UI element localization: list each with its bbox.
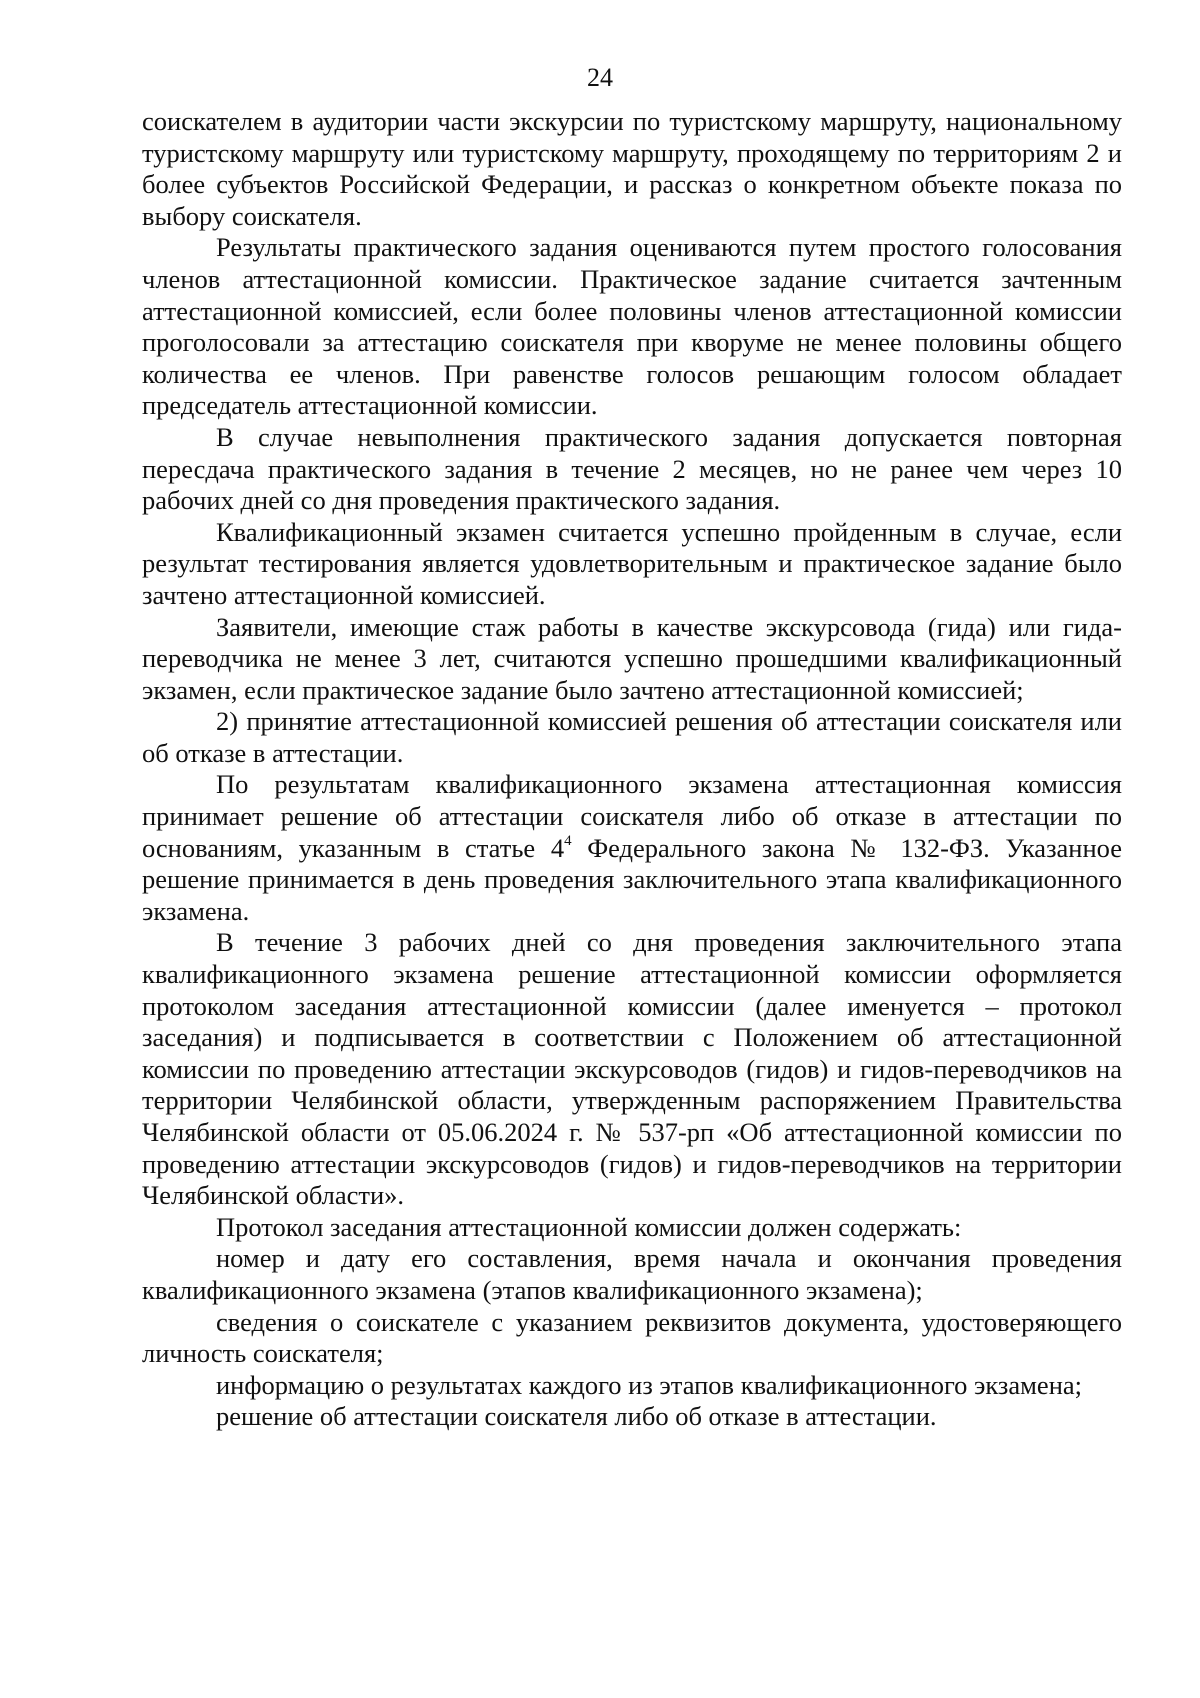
paragraph: Результаты практического задания оцениваются путем простого голосования членов аттестационной комиссии. Практическое задание считается зачтенным аттестационной комиссией, если более половины членов аттестационной комиссии проголосовали за аттестацию соискателя при кворуме не менее половины общего количества ее членов. При равенстве голосов решающим голосом обладает председатель аттестационной комиссии. [142,232,1122,421]
paragraph-text: По результатам квалификационного экзамена аттестационная комиссия принимает решение об аттестации соискателя либо об отказе в аттестации по основаниям, указанным в статье 4 [142,769,1122,863]
paragraph-list-item: 2) принятие аттестационной комиссией решения об аттестации соискателя или об отказе в аттестации. [142,706,1122,768]
document-body [142,106,1122,1433]
paragraph: Протокол заседания аттестационной комиссии должен содержать: [216,1211,962,1242]
paragraph: В течение 3 рабочих дней со дня проведения заключительного этапа квалификационного экзамена решение аттестационной комиссии оформляется протоколом заседания аттестационной комиссии (далее именуется – протокол заседания) и подписывается в соответствии с Положением об аттестационной комиссии по проведению аттестации экскурсоводов (гидов) и гидов-переводчиков на территории Челябинской области, утвержденным распоряжением Правительства Челябинской области от 05.06.2024 г. № 537-рп «Об аттестационной комиссии по проведению аттестации экскурсоводов (гидов) и гидов-переводчиков на территории Челябинской области». [142,927,1122,1211]
protocol-item: сведения о соискателе с указанием реквизитов документа, удостоверяющего личность соискателя; [142,1306,1122,1369]
paragraph: Заявители, имеющие стаж работы в качестве экскурсовода (гида) или гида-переводчика не менее 3 лет, считаются успешно прошедшими квалификационный экзамен, если практическое задание было зачтено аттестационной комиссией; [142,611,1122,705]
protocol-item: номер и дату его составления, время начала и окончания проведения квалификационного экзамена (этапов квалификационного экзамена); [142,1243,1122,1305]
paragraph: В случае невыполнения практического задания допускается повторная пересдача практического задания в течение 2 месяцев, но не ранее чем через 10 рабочих дней со дня проведения практического задания. [142,421,1122,516]
paragraph-with-superscript [142,769,1122,927]
paragraph-text: Федерального закона № 132-ФЗ. Указанное решение принимается в день проведения заключительного этапа квалификационного экзамена. [142,832,1122,926]
article-superscript: 4 [564,832,572,849]
paragraph: Квалификационный экзамен считается успешно пройденным в случае, если результат тестирования является удовлетворительным и практическое задание было зачтено аттестационной комиссией. [142,516,1122,610]
protocol-item: решение об аттестации соискателя либо об отказе в аттестации. [216,1401,937,1432]
paragraph: соискателем в аудитории части экскурсии по туристскому маршруту, национальному туристскому маршруту или туристскому маршруту, проходящему по территориям 2 и более субъектов Российской Федерации, и рассказ о конкретном объекте показа по выбору соискателя. [142,106,1122,231]
protocol-item: информацию о результатах каждого из этапов квалификационного экзамена; [216,1369,1082,1400]
page-number: 24 [587,63,613,92]
